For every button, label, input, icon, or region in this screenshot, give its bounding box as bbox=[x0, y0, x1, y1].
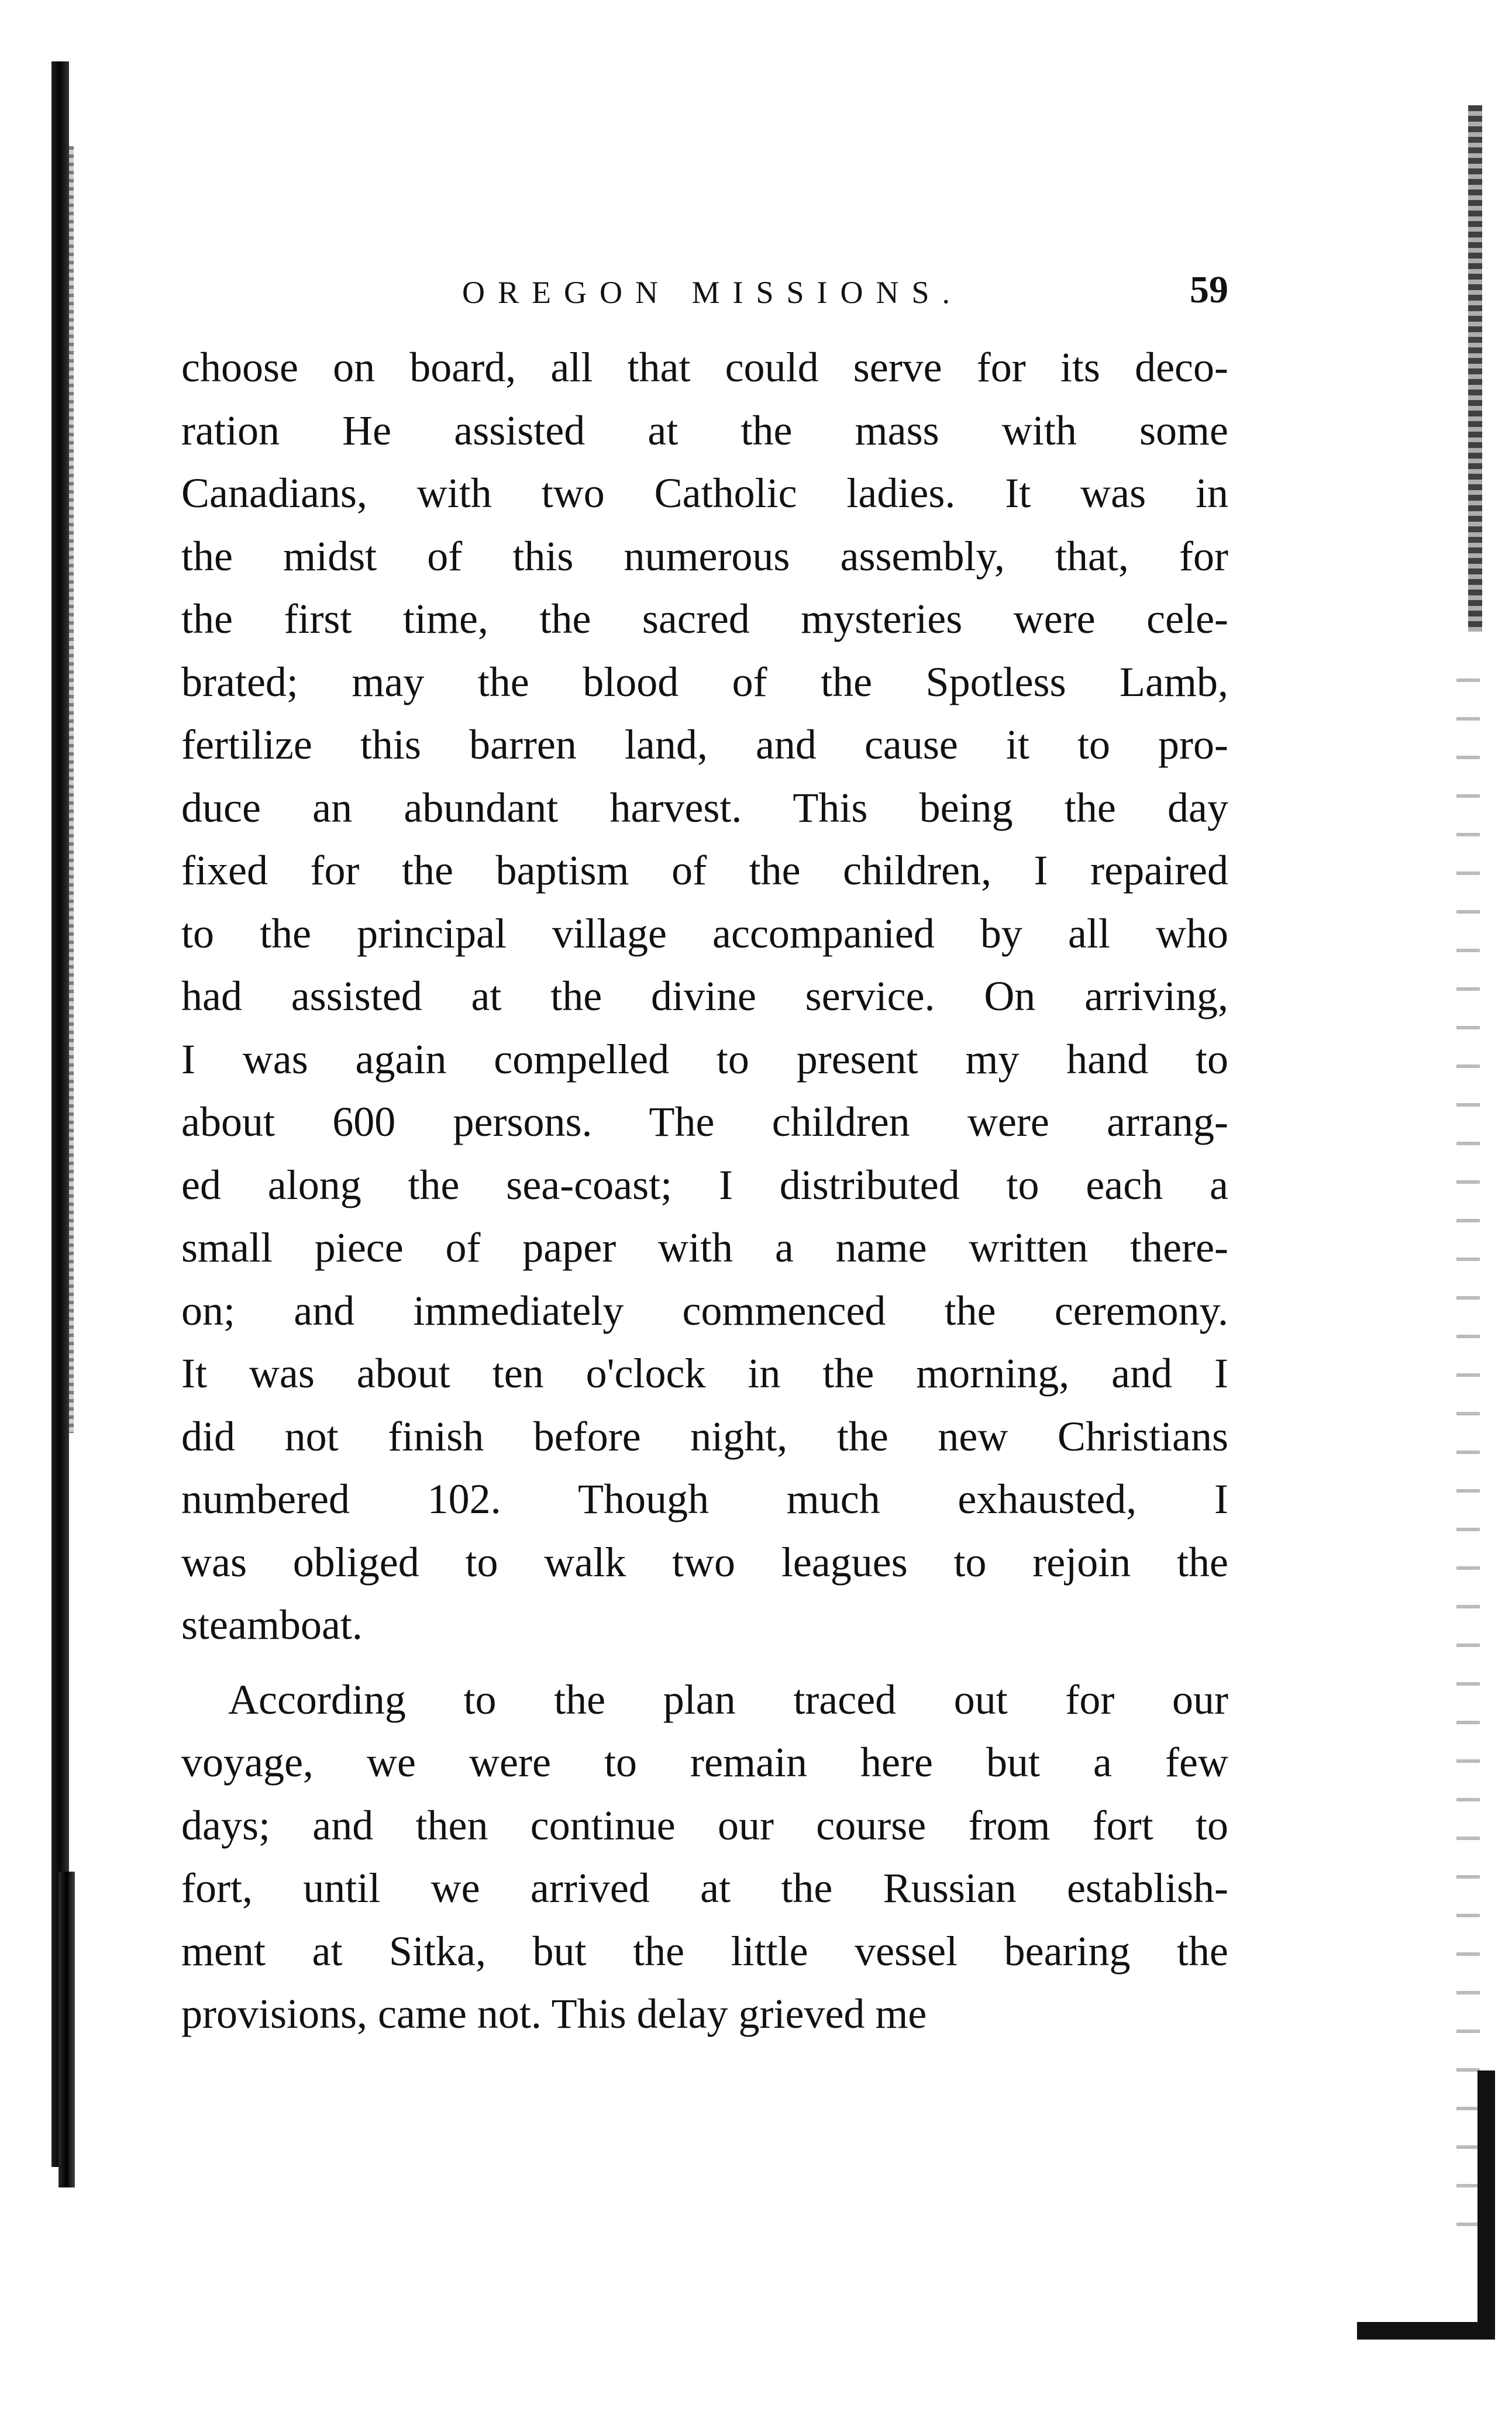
page-edge-dots-right bbox=[1456, 643, 1480, 2252]
text-line: Canadians, with two Catholic ladies. It was in bbox=[181, 470, 1228, 516]
page-edge-bottom bbox=[1357, 2322, 1462, 2340]
text-line: It was about ten o'clock in the morning, and I bbox=[181, 1350, 1228, 1397]
page-edge-shadow-left-lower bbox=[58, 1872, 75, 2187]
text-line: voyage, we were to remain here but a few bbox=[181, 1739, 1228, 1786]
text-line: had assisted at the divine service. On arriving, bbox=[181, 973, 1228, 1019]
text-line: choose on board, all that could serve for its deco- bbox=[181, 344, 1228, 391]
text-line: about 600 persons. The children were arrang- bbox=[181, 1098, 1228, 1145]
page-number: 59 bbox=[1190, 268, 1228, 311]
body-text bbox=[181, 336, 1228, 2046]
text-line: According to the plan traced out for our bbox=[228, 1676, 1228, 1723]
text-line: small piece of paper with a name written there- bbox=[181, 1224, 1228, 1271]
text-line: ment at Sitka, but the little vessel bearing the bbox=[181, 1927, 1228, 1975]
text-line: provisions, came not. This delay grieved me bbox=[181, 1990, 927, 2037]
text-line: fort, until we arrived at the Russian establish- bbox=[181, 1865, 1228, 1911]
text-line: duce an abundant harvest. This being the day bbox=[181, 784, 1228, 831]
paragraph-gap bbox=[181, 1657, 1228, 1669]
text-line: was obliged to walk two leagues to rejoin the bbox=[181, 1538, 1228, 1586]
text-line: on; and immediately commenced the ceremony. bbox=[181, 1287, 1228, 1334]
paragraph bbox=[181, 1669, 1228, 2046]
page-edge-shadow-left bbox=[51, 61, 69, 2167]
text-line: brated; may the blood of the Spotless Lamb, bbox=[181, 658, 1228, 705]
text-line: did not finish before night, the new Christians bbox=[181, 1412, 1228, 1460]
text-line: the first time, the sacred mysteries were cele- bbox=[181, 595, 1228, 642]
text-line: to the principal village accompanied by all who bbox=[181, 909, 1228, 957]
text-line: the midst of this numerous assembly, that, for bbox=[181, 532, 1228, 580]
page-edge-speckle-right bbox=[1468, 105, 1482, 632]
text-line: fertilize this barren land, and cause it to pro- bbox=[181, 721, 1228, 768]
text-line: steamboat. bbox=[181, 1601, 363, 1648]
text-line: days; and then continue our course from fort to bbox=[181, 1801, 1228, 1849]
page-edge-speckle-left bbox=[69, 146, 74, 1433]
text-line: fixed for the baptism of the children, I repaired bbox=[181, 847, 1228, 894]
paragraph bbox=[181, 336, 1228, 1657]
text-line: ed along the sea-coast; I distributed to each a bbox=[181, 1161, 1228, 1208]
text-line: I was again compelled to present my hand to bbox=[181, 1035, 1228, 1083]
page-edge-corner-right bbox=[1445, 2070, 1495, 2340]
running-head bbox=[181, 269, 1228, 316]
text-line: ration He assisted at the mass with some bbox=[181, 406, 1228, 454]
text-line: numbered 102. Though much exhausted, I bbox=[181, 1476, 1228, 1522]
running-title: OREGON MISSIONS. bbox=[462, 275, 963, 310]
